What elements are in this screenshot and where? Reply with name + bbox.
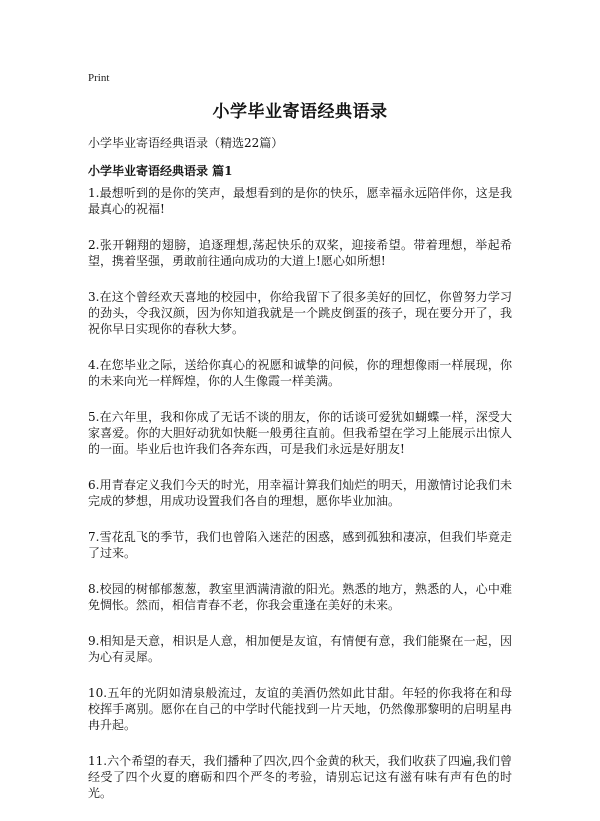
paragraph: 8.校园的树郁郁葱葱，教室里洒满清澈的阳光。熟悉的地方，熟悉的人，心中难免惆怅。然而，相信青春不老，你我会重逢在美好的未来。 [88, 582, 512, 612]
page-title: 小学毕业寄语经典语录 [212, 102, 388, 122]
document-body [88, 185, 512, 821]
document-subtitle: 小学毕业寄语经典语录（精选22篇） [88, 136, 284, 150]
paragraph: 5.在六年里，我和你成了无话不谈的朋友，你的话谈可爱犹如蝴蝶一样，深受大家喜爱。你的大胆好动犹如快艇一般勇往直前。但我希望在学习上能展示出惊人的一面。毕业后也许我们各奔东西，可是我们永远是好朋友! [88, 410, 512, 456]
paragraph: 11.六个希望的春天，我们播种了四次,四个金黄的秋天，我们收获了四遍,我们曾经受了四个火夏的磨砺和四个严冬的考验，请别忘记这有滋有味有声有色的时光。 [88, 754, 512, 800]
print-link[interactable]: Print [88, 72, 110, 84]
section-heading: 小学毕业寄语经典语录 篇1 [88, 164, 233, 178]
paragraph: 4.在您毕业之际，送给你真心的祝愿和诚挚的问候，你的理想像雨一样展现，你的未来向光一样辉煌，你的人生像霞一样美满。 [88, 358, 512, 388]
paragraph: 7.雪花乱飞的季节，我们也曾陷入迷茫的困惑，感到孤独和凄凉，但我们毕竟走了过来。 [88, 530, 512, 560]
paragraph: 2.张开翱翔的翅膀，追逐理想,荡起快乐的双桨，迎接希望。带着理想，举起希望，携着坚强，勇敢前往通向成功的大道上!愿心如所想! [88, 238, 512, 268]
paragraph: 9.相知是天意，相识是人意，相加便是友谊，有情便有意，我们能聚在一起，因为心有灵犀。 [88, 634, 512, 664]
paragraph: 6.用青春定义我们今天的时光，用幸福计算我们灿烂的明天，用激情讨论我们未完成的梦想，用成功设置我们各自的理想，愿你毕业加油。 [88, 478, 512, 508]
paragraph: 10.五年的光阴如清泉般流过，友谊的美酒仍然如此甘甜。年轻的你我将在和母校挥手离别。愿你在自己的中学时代能找到一片天地，仍然像那黎明的启明星冉冉升起。 [88, 686, 512, 732]
paragraph: 1.最想听到的是你的笑声，最想看到的是你的快乐，愿幸福永远陪伴你，这是我最真心的祝福! [88, 186, 512, 216]
paragraph: 3.在这个曾经欢天喜地的校园中，你给我留下了很多美好的回忆，你曾努力学习的劲头，令我汉颜，因为你知道我就是一个跳皮倒蛋的孩子，现在要分开了，我祝你早日实现你的春秋大梦。 [88, 290, 512, 336]
